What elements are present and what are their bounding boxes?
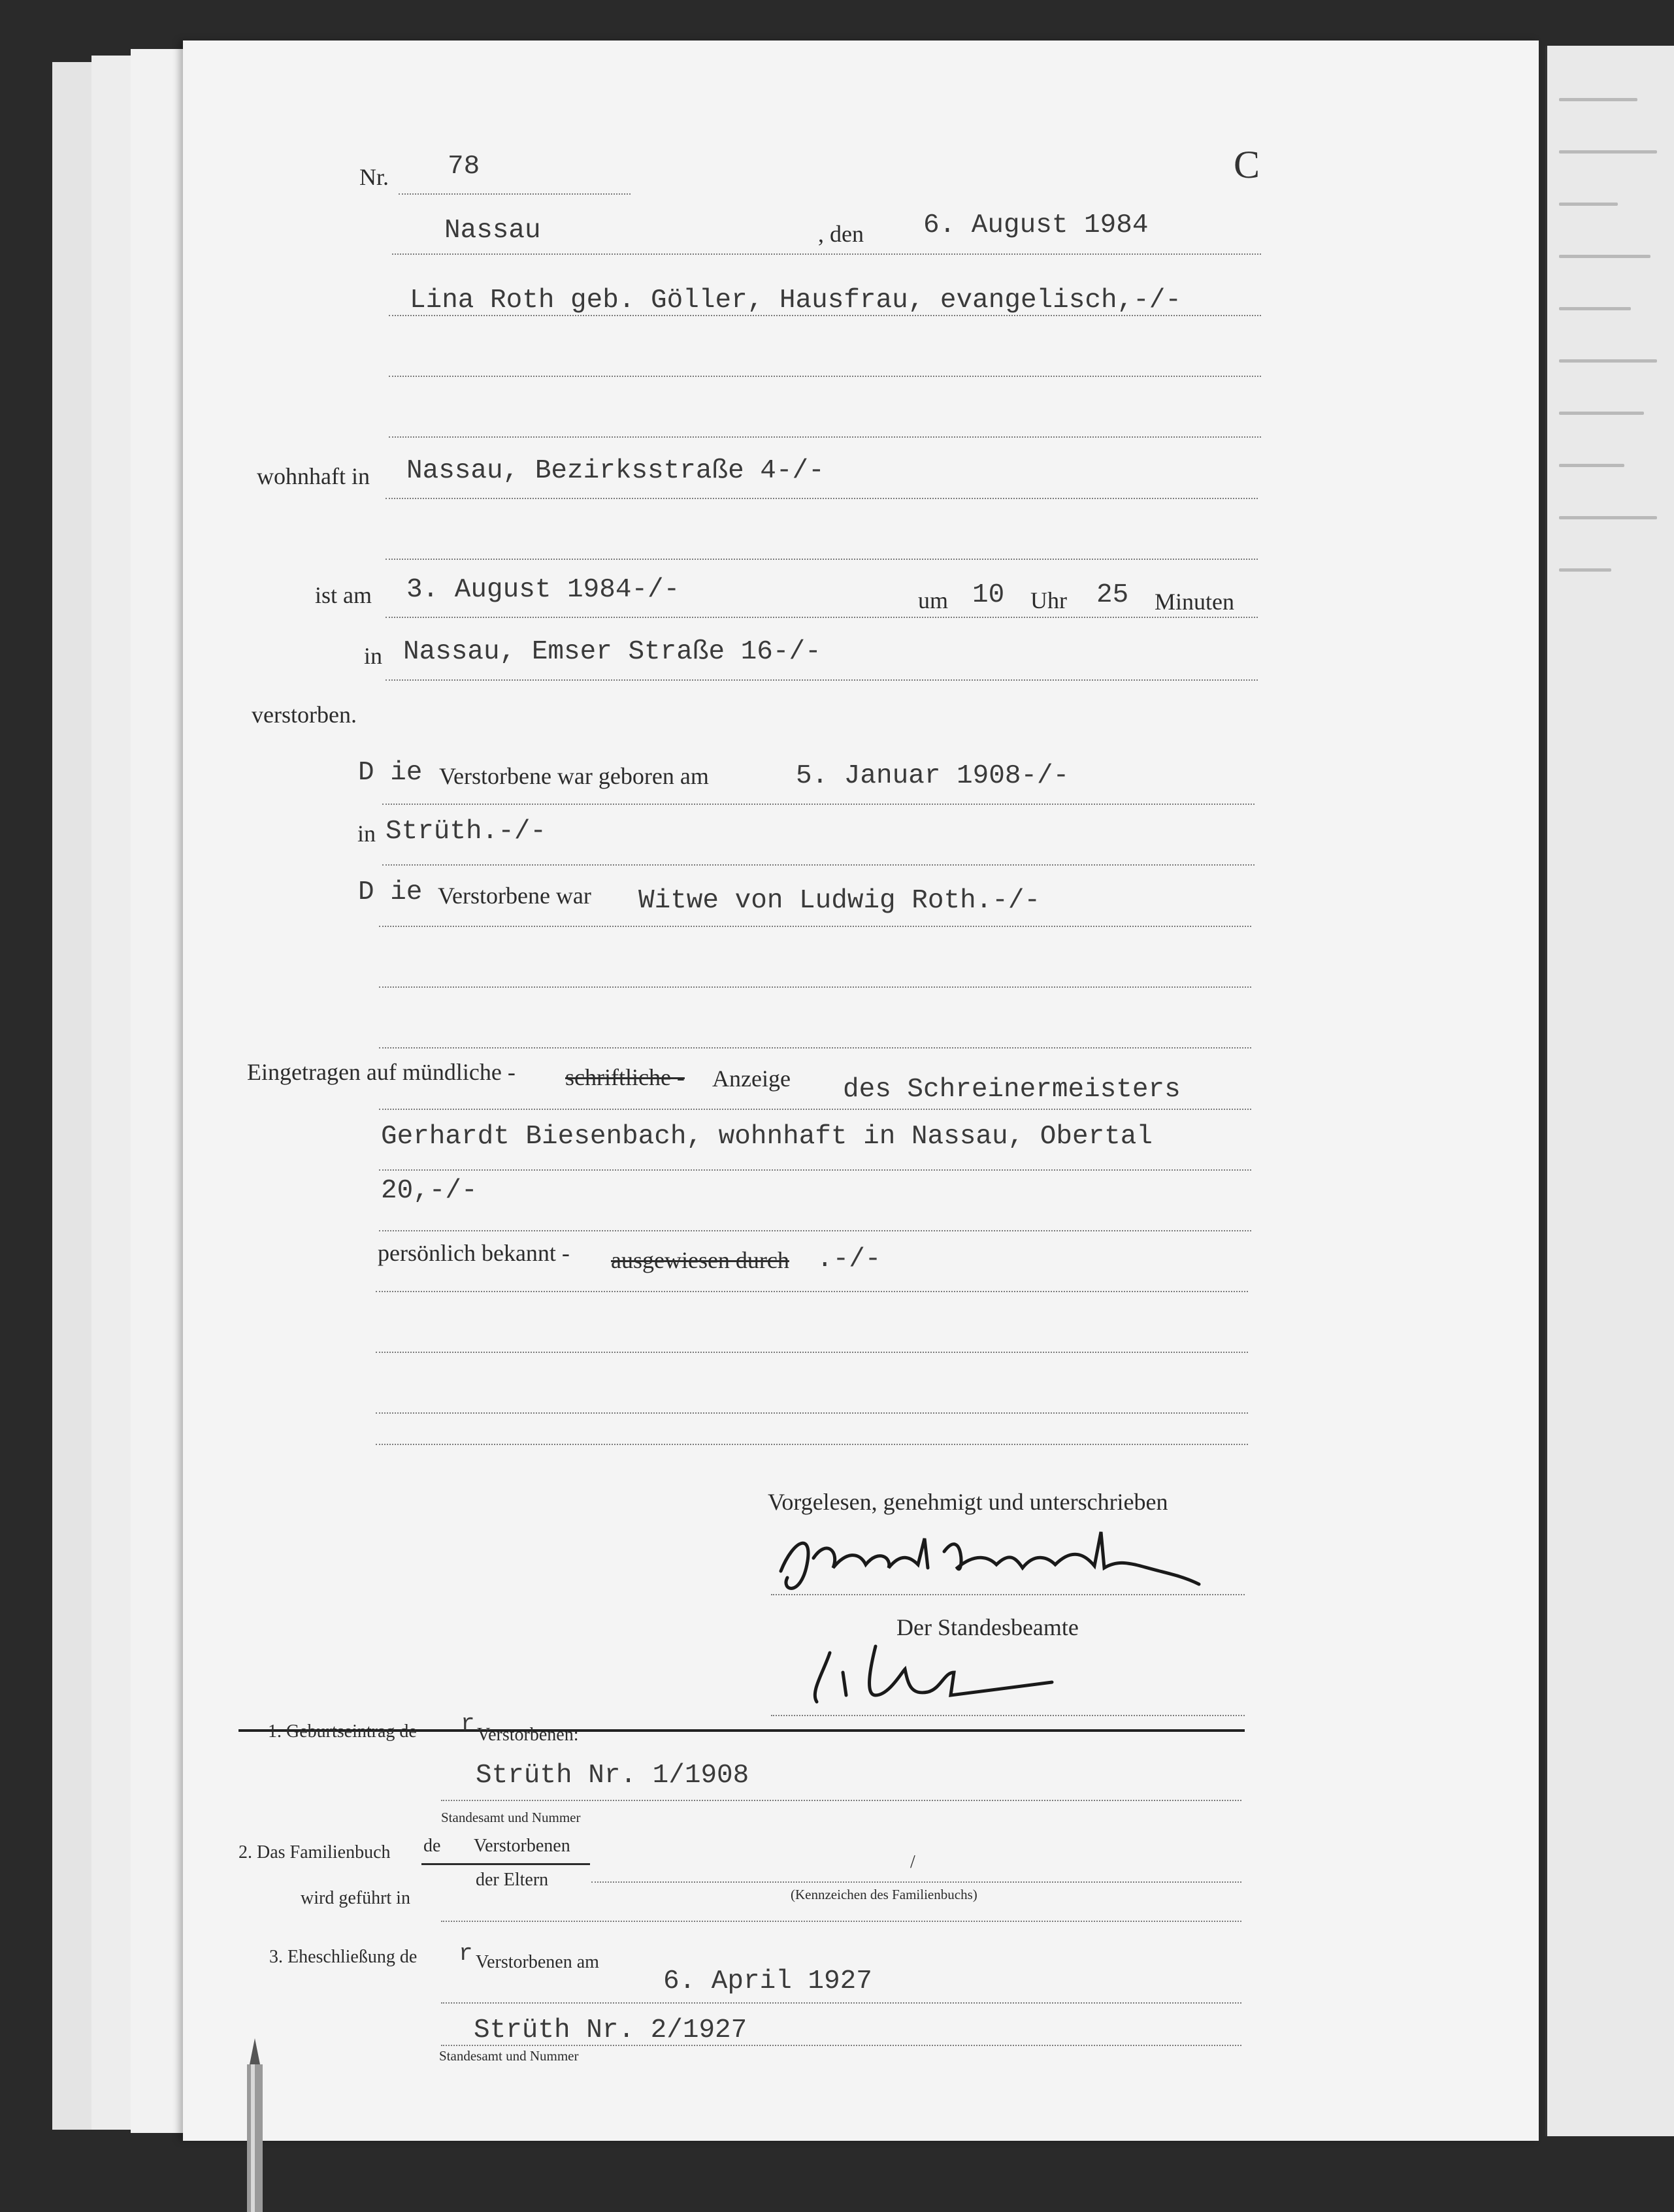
address-value: Nassau, Bezirksstraße 4-/- [406,456,825,486]
date-line [392,253,1261,255]
in-label-2: in [357,821,376,847]
item3-line-2 [441,2045,1241,2046]
item2-fraction-line [421,1863,590,1865]
item3-date: 6. April 1927 [663,1966,872,1996]
die-typed-1: D ie [358,758,423,788]
item3-label: 3. Eheschließung de [269,1947,418,1967]
minuten-label: Minuten [1155,589,1234,615]
status-line-2 [379,986,1251,988]
bekannt-line-3 [376,1412,1248,1414]
ist-am-label: ist am [315,582,372,608]
death-date-value: 3. August 1984-/- [406,575,680,605]
verstorben-label: verstorben. [252,702,357,728]
registrar-signature-line [771,1715,1245,1716]
den-label: , den [818,221,864,247]
item3-line-1 [441,2002,1241,2004]
informant-line-1 [379,1109,1251,1110]
death-place-value: Nassau, Emser Straße 16-/- [403,637,821,667]
register-letter: C [1234,143,1260,186]
uhr-label: Uhr [1030,587,1067,613]
pen-object [235,2038,274,2212]
date-value: 6. August 1984 [923,210,1149,240]
bekannt-label: persönlich bekannt - [378,1240,570,1266]
status-value: Witwe von Ludwig Roth.-/- [638,886,1041,916]
informant-1: des Schreinermeisters [843,1075,1181,1105]
nr-label: Nr. [359,164,389,190]
minutes-value: 25 [1096,580,1129,610]
bekannt-line-1 [376,1291,1248,1292]
wohnhaft-label: wohnhaft in [257,463,370,489]
informant-2: Gerhardt Biesenbach, wohnhaft in Nassau, Obertal [381,1122,1153,1152]
person-line-3 [389,436,1261,438]
nr-value: 78 [448,152,480,182]
item1-r: r [461,1710,475,1737]
standesbeamte-label: Der Standesbeamte [896,1614,1079,1640]
item3-value: Strüth Nr. 2/1927 [474,2015,747,2045]
address-line-1 [386,498,1258,499]
death-place-line [386,679,1258,681]
birth-place-line [382,864,1255,866]
facing-page [1545,46,1674,2136]
item3-r: r [459,1940,473,1967]
ausgewiesen-struck: ausgewiesen durch [611,1247,789,1273]
hour-value: 10 [972,580,1005,610]
item3-suffix: Verstorbenen am [476,1952,599,1972]
schriftliche-struck: schriftliche - [565,1064,685,1090]
status-line-1 [379,926,1251,927]
die-typed-2: D ie [358,877,423,907]
registrar-signature [804,1633,1078,1712]
item2-slash: / [910,1852,915,1872]
born-label: Verstorbene war geboren am [439,763,709,789]
item2-kennzeichen: (Kennzeichen des Familienbuchs) [791,1887,977,1902]
bekannt-line-4 [376,1444,1248,1445]
item1-value: Strüth Nr. 1/1908 [476,1761,749,1791]
birth-date-line [382,804,1255,805]
address-line-2 [386,559,1258,560]
standesamt-label-3: Standesamt und Nummer [439,2048,579,2064]
place-value: Nassau [444,216,541,246]
item1-suffix: Verstorbenen: [477,1725,579,1745]
informant-signature-line [771,1594,1245,1595]
item2-gefuehrt: wird geführt in [301,1888,410,1908]
person-line-1 [389,315,1261,316]
informant-line-2 [379,1169,1251,1171]
standesamt-label-1: Standesamt und Nummer [441,1810,581,1825]
item1-line [441,1800,1241,1801]
in-label: in [364,643,383,669]
item2-eltern: der Eltern [476,1870,549,1890]
item2-de: de [423,1836,441,1856]
item2-verstorbenen: Verstorbenen [474,1836,570,1856]
anzeige-label: Anzeige [712,1065,791,1092]
informant-3: 20,-/- [381,1176,478,1206]
eingetragen-label: Eingetragen auf mündliche - [247,1059,516,1085]
birth-place-value: Strüth.-/- [386,817,547,847]
person-value: Lina Roth geb. Göller, Hausfrau, evangelisch,-/- [410,285,1181,316]
item2-line-2 [441,1921,1241,1922]
status-line-3 [379,1047,1251,1049]
informant-signature [768,1512,1225,1604]
bekannt-line-2 [376,1352,1248,1353]
um-label: um [918,587,949,613]
verstorbene-war-label: Verstorbene war [438,883,591,909]
death-date-line [386,617,1258,618]
birth-date-value: 5. Januar 1908-/- [796,761,1070,791]
vorgelesen-label: Vorgelesen, genehmigt und unterschrieben [768,1489,1168,1515]
item1-label: 1. Geburtseintrag de [268,1721,417,1742]
person-line-2 [389,376,1261,377]
nr-line [399,193,631,195]
item2-label: 2. Das Familienbuch [238,1842,391,1862]
bekannt-value: .-/- [817,1244,881,1275]
item2-line [591,1881,1241,1883]
informant-line-3 [379,1230,1251,1231]
